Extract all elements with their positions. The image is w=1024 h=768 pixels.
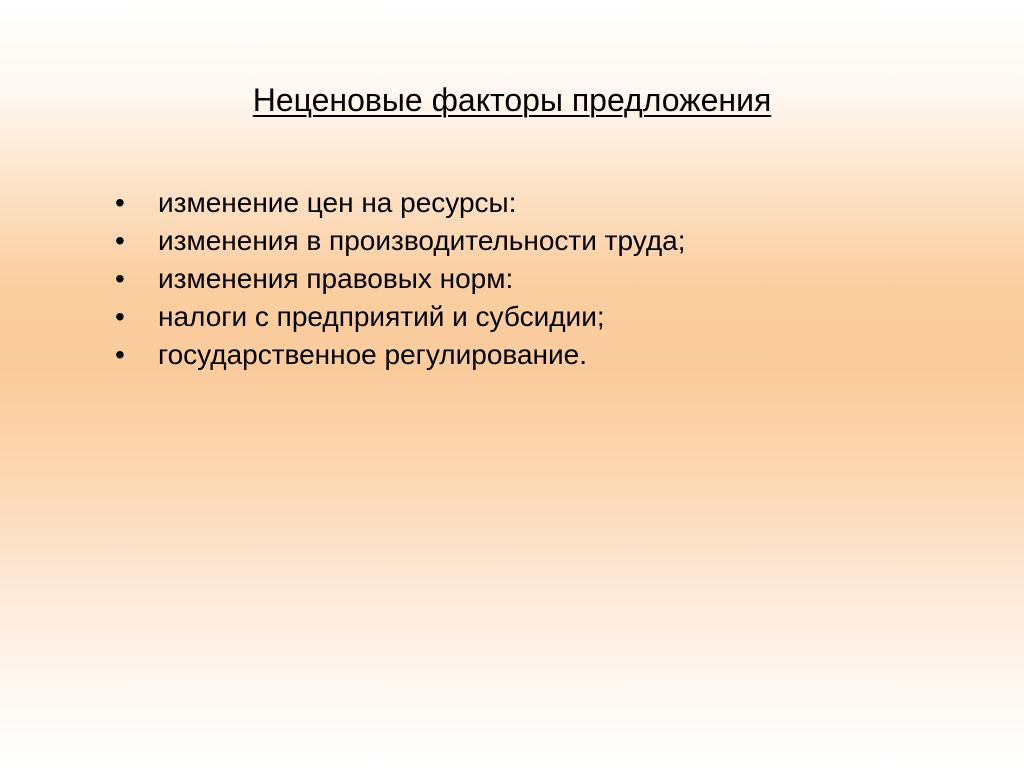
slide-title-text: Неценовые факторы предложения (252, 82, 772, 118)
list-item (115, 222, 686, 260)
slide-title (0, 78, 1024, 122)
bullet-list (115, 184, 686, 374)
bullet-icon: • (115, 263, 125, 294)
bullet-icon: • (115, 301, 125, 332)
bullet-icon: • (115, 339, 125, 370)
list-item-text: изменения в производительности труда; (158, 225, 686, 256)
list-item (115, 184, 686, 222)
bullet-icon: • (115, 187, 125, 218)
bullet-icon: • (115, 225, 125, 256)
list-item-text: изменения правовых норм: (158, 263, 514, 294)
list-item (115, 336, 686, 374)
list-item (115, 260, 686, 298)
list-item-text: государственное регулирование. (158, 339, 587, 370)
list-item-text: налоги с предприятий и субсидии; (158, 301, 605, 332)
list-item-text: изменение цен на ресурсы: (158, 187, 517, 218)
list-item (115, 298, 686, 336)
